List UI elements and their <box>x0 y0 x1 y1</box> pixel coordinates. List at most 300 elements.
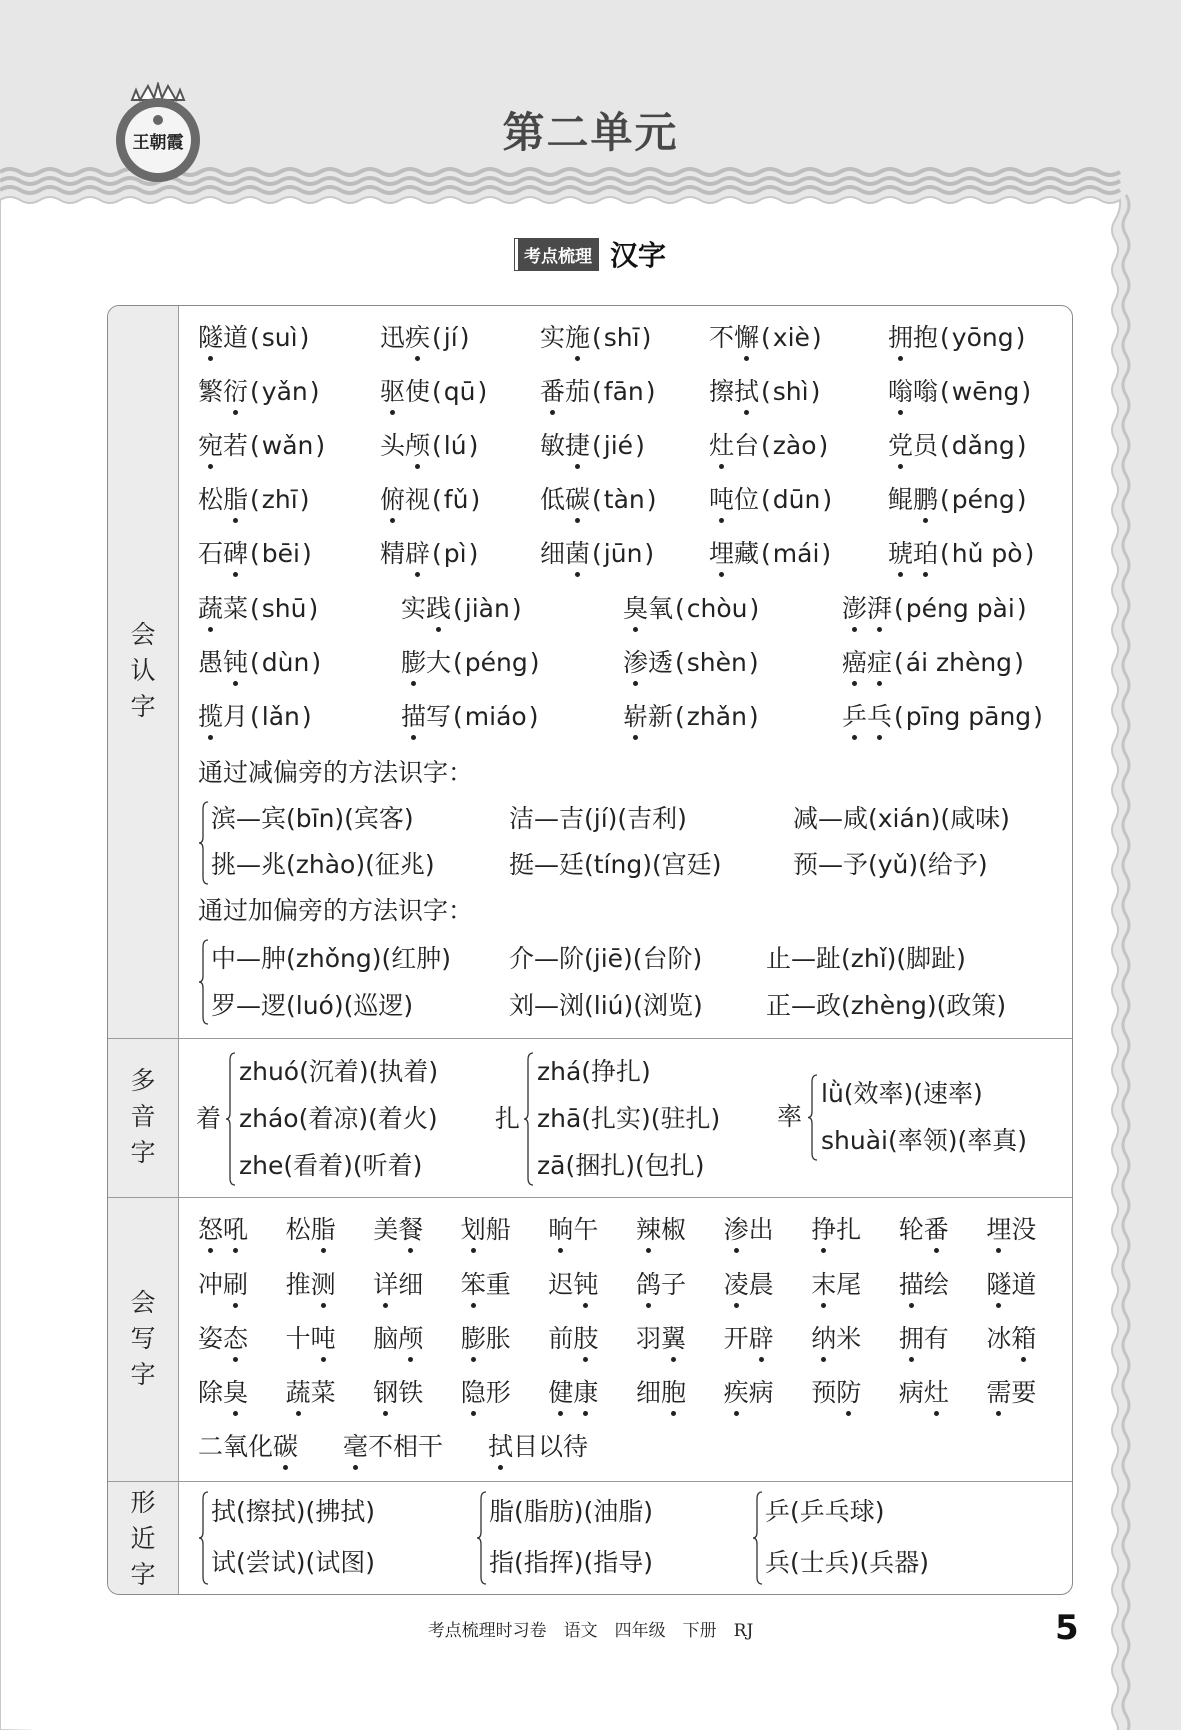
write-word <box>286 1269 336 1301</box>
emphasis-dot <box>734 1411 739 1416</box>
write-word <box>986 1269 1036 1301</box>
write-word <box>198 1377 248 1409</box>
word: 健康 <box>548 1378 599 1407</box>
word: 实践 <box>401 594 452 623</box>
emphasis-dot <box>633 681 638 686</box>
add-radical-title: 通过加偏旁的方法识字： <box>198 896 474 925</box>
emphasis-dot <box>415 356 420 361</box>
emphasis-dot <box>877 735 882 740</box>
word: 琥珀 <box>888 539 939 568</box>
word: 渗出 <box>723 1215 774 1244</box>
emphasis-dot <box>558 1248 563 1253</box>
word: 乒乓 <box>842 702 893 731</box>
unit-title: 第二单元 <box>502 108 679 157</box>
polyphonic-reading: zháo(着凉)(着火) <box>239 1104 438 1133</box>
section-label-char: 形 <box>130 1488 156 1517</box>
polyphonic-reading: zhe(看着)(听着) <box>239 1151 423 1180</box>
write-word <box>811 1269 861 1301</box>
write-word <box>548 1269 598 1301</box>
word: 冰箱 <box>986 1324 1037 1353</box>
recognize-word <box>842 647 1026 679</box>
recognize-word <box>888 484 1029 516</box>
recognize-word <box>198 538 314 570</box>
emphasis-dot <box>909 1303 914 1308</box>
pinyin: ( péng ) <box>451 648 542 677</box>
word: 详细 <box>373 1270 424 1299</box>
emphasis-dot <box>383 1303 388 1308</box>
polyphonic-reading: zhā(扎实)(驻扎) <box>537 1104 721 1133</box>
emphasis-dot <box>923 518 928 523</box>
polyphonic-char: 扎 <box>495 1104 521 1133</box>
write-idiom <box>198 1431 298 1463</box>
pinyin: ( fǔ ) <box>430 485 482 514</box>
add-radical-entry: 正—政(zhèng)(政策) <box>766 991 1007 1020</box>
section-label-char: 字 <box>130 1560 156 1589</box>
emphasis-dot <box>646 1248 651 1253</box>
write-word <box>548 1323 598 1355</box>
recognize-word <box>623 647 761 679</box>
emphasis-dot <box>233 1357 238 1362</box>
emphasis-dot <box>558 1411 563 1416</box>
similar-char-entry: 兵(士兵)(兵器) <box>765 1548 930 1577</box>
remove-radical-entry: 洁—吉(jí)(吉利) <box>509 804 687 833</box>
word: 钢铁 <box>373 1378 424 1407</box>
recognize-word <box>709 538 833 570</box>
word: 描绘 <box>898 1270 949 1299</box>
emphasis-dot <box>923 572 928 577</box>
word: 愚钝 <box>198 648 249 677</box>
recognize-word <box>198 701 314 733</box>
emphasis-dot <box>296 1411 301 1416</box>
emphasis-dot <box>208 1248 213 1253</box>
word: 宛若 <box>198 431 249 460</box>
emphasis-dot <box>408 1357 413 1362</box>
recognize-word <box>198 647 323 679</box>
word: 隐形 <box>460 1378 511 1407</box>
write-word <box>724 1214 774 1246</box>
emphasis-dot <box>383 1411 388 1416</box>
section-label-char: 字 <box>130 1360 156 1389</box>
recognize-word <box>380 322 471 354</box>
write-word <box>286 1377 336 1409</box>
emphasis-dot <box>408 1248 413 1253</box>
emphasis-dot <box>734 1303 739 1308</box>
emphasis-dot <box>934 1411 939 1416</box>
word: 崭新 <box>623 702 674 731</box>
emphasis-dot <box>471 1357 476 1362</box>
emphasis-dot <box>233 410 238 415</box>
word: 嗡嗡 <box>888 377 939 406</box>
emphasis-dot <box>415 572 420 577</box>
word: 石碑 <box>198 539 249 568</box>
word: 轮番 <box>898 1215 949 1244</box>
footer-text: 考点梳理时习卷 语文 四年级 下册 RJ <box>427 1621 754 1641</box>
word: 需要 <box>986 1378 1037 1407</box>
write-word <box>548 1214 598 1246</box>
remove-radical-entry: 挑—兆(zhào)(征兆) <box>211 850 435 879</box>
word: 实施 <box>540 323 591 352</box>
word: 末尾 <box>811 1270 862 1299</box>
word: 隧道 <box>986 1270 1037 1299</box>
pinyin: ( dǎng ) <box>938 431 1028 460</box>
emphasis-dot <box>1021 1357 1026 1362</box>
word: 迅疾 <box>380 323 431 352</box>
similar-char-entry: 乒(乒乓球) <box>765 1497 885 1526</box>
emphasis-dot <box>719 572 724 577</box>
recognize-word <box>401 701 540 733</box>
write-word <box>461 1269 511 1301</box>
write-word <box>811 1214 861 1246</box>
emphasis-dot <box>898 572 903 577</box>
polyphonic-reading: zā(捆扎)(包扎) <box>537 1151 705 1180</box>
pinyin: ( shī ) <box>590 323 653 352</box>
emphasis-dot <box>436 627 441 632</box>
section-label-char: 会 <box>130 1288 156 1317</box>
word: 病灶 <box>898 1378 949 1407</box>
word: 不懈 <box>709 323 760 352</box>
pinyin: ( chòu ) <box>673 594 761 623</box>
word: 膨大 <box>401 648 452 677</box>
pinyin: ( lǎn ) <box>248 702 314 731</box>
recognize-word <box>623 701 761 733</box>
brace <box>807 1074 819 1161</box>
word: 二氧化碳 <box>198 1432 299 1461</box>
emphasis-dot <box>575 464 580 469</box>
emphasis-dot <box>233 681 238 686</box>
add-radical-entry: 刘—浏(liú)(浏览) <box>509 991 703 1020</box>
word: 擦拭 <box>709 377 760 406</box>
write-word <box>724 1269 774 1301</box>
write-word <box>811 1323 861 1355</box>
brace <box>523 1052 535 1186</box>
emphasis-dot <box>898 464 903 469</box>
write-word <box>986 1377 1036 1409</box>
section-label-char: 多 <box>130 1066 156 1095</box>
section-divider <box>108 1481 1072 1482</box>
pinyin: ( shèn ) <box>673 648 761 677</box>
emphasis-dot <box>671 1357 676 1362</box>
recognize-word <box>888 430 1028 462</box>
pinyin: ( xiè ) <box>759 323 824 352</box>
pinyin: ( ái zhèng ) <box>892 648 1026 677</box>
emphasis-dot <box>909 1357 914 1362</box>
write-word <box>373 1269 423 1301</box>
recognize-word <box>842 701 1045 733</box>
emphasis-dot <box>852 681 857 686</box>
pinyin: ( wǎn ) <box>248 431 327 460</box>
emphasis-dot <box>633 735 638 740</box>
emphasis-dot <box>411 735 416 740</box>
emphasis-dot <box>996 1248 1001 1253</box>
emphasis-dot <box>821 1248 826 1253</box>
emphasis-dot <box>744 410 749 415</box>
pinyin: ( miáo ) <box>451 702 540 731</box>
recognize-word <box>380 376 489 408</box>
section-divider <box>108 1197 1072 1198</box>
emphasis-dot <box>719 464 724 469</box>
word: 除臭 <box>198 1378 249 1407</box>
section-divider <box>108 1038 1072 1039</box>
pinyin: ( pì ) <box>430 539 480 568</box>
word: 拭目以待 <box>488 1432 589 1461</box>
recognize-word <box>709 484 834 516</box>
write-word <box>899 1377 949 1409</box>
word: 纳米 <box>811 1324 862 1353</box>
emphasis-dot <box>390 410 395 415</box>
emphasis-dot <box>575 356 580 361</box>
word: 蔬菜 <box>285 1378 336 1407</box>
add-radical-entry: 介—阶(jiē)(台阶) <box>509 944 703 973</box>
write-word <box>636 1269 686 1301</box>
emphasis-dot <box>208 464 213 469</box>
write-word <box>636 1377 686 1409</box>
word: 头颅 <box>380 431 431 460</box>
emphasis-dot <box>471 1303 476 1308</box>
word: 开辟 <box>723 1324 774 1353</box>
pinyin: ( pīng pāng ) <box>892 702 1045 731</box>
word: 脑颅 <box>373 1324 424 1353</box>
emphasis-dot <box>233 572 238 577</box>
emphasis-dot <box>759 1357 764 1362</box>
emphasis-dot <box>996 1303 1001 1308</box>
word: 描写 <box>401 702 452 731</box>
recognize-word <box>198 593 320 625</box>
emphasis-dot <box>646 1303 651 1308</box>
emphasis-dot <box>415 464 420 469</box>
brace <box>198 1491 210 1585</box>
similar-char-entry: 试(尝试)(试图) <box>211 1548 376 1577</box>
word: 前肢 <box>548 1324 599 1353</box>
pinyin: ( shì ) <box>759 377 822 406</box>
pinyin: ( dūn ) <box>759 485 834 514</box>
word: 敏捷 <box>540 431 591 460</box>
word: 臭氧 <box>623 594 674 623</box>
write-word <box>198 1323 248 1355</box>
polyphonic-reading: shuài(率领)(率真) <box>821 1126 1027 1155</box>
word: 冲刷 <box>198 1270 249 1299</box>
word: 十吨 <box>285 1324 336 1353</box>
word: 膨胀 <box>460 1324 511 1353</box>
recognize-word <box>888 538 1036 570</box>
word: 笨重 <box>460 1270 511 1299</box>
pinyin: ( péng pài ) <box>892 594 1029 623</box>
recognize-word <box>623 593 761 625</box>
emphasis-dot <box>498 1465 503 1470</box>
write-word <box>198 1269 248 1301</box>
recognize-word <box>401 647 542 679</box>
emphasis-dot <box>744 356 749 361</box>
pinyin: ( yōng ) <box>938 323 1027 352</box>
word: 低碳 <box>540 485 591 514</box>
word: 党员 <box>888 431 939 460</box>
emphasis-dot <box>233 1248 238 1253</box>
write-word <box>461 1323 511 1355</box>
word: 迟钝 <box>548 1270 599 1299</box>
pinyin: ( tàn ) <box>590 485 659 514</box>
write-word <box>986 1214 1036 1246</box>
recognize-word <box>540 538 656 570</box>
emphasis-dot <box>233 1411 238 1416</box>
word: 姿态 <box>198 1324 249 1353</box>
pinyin: ( yǎn ) <box>248 377 322 406</box>
emphasis-dot <box>208 356 213 361</box>
write-word <box>548 1377 598 1409</box>
word: 鲲鹏 <box>888 485 939 514</box>
recognize-word <box>842 593 1029 625</box>
recognize-word <box>198 376 322 408</box>
section-label-char: 认 <box>130 656 156 685</box>
recognize-word <box>540 484 659 516</box>
word: 埋藏 <box>709 539 760 568</box>
emphasis-dot <box>471 1411 476 1416</box>
write-word <box>899 1269 949 1301</box>
pinyin: ( wēng ) <box>938 377 1033 406</box>
brace <box>198 939 210 1025</box>
emphasis-dot <box>471 1248 476 1253</box>
emphasis-dot <box>233 1303 238 1308</box>
write-idiom <box>343 1431 443 1463</box>
emphasis-dot <box>719 518 724 523</box>
recognize-word <box>198 484 311 516</box>
recognize-word <box>540 376 658 408</box>
similar-char-entry: 拭(擦拭)(拂拭) <box>211 1497 376 1526</box>
emphasis-dot <box>233 518 238 523</box>
write-word <box>899 1323 949 1355</box>
pinyin: ( jiàn ) <box>451 594 524 623</box>
word: 驱使 <box>380 377 431 406</box>
add-radical-entry: 中—肿(zhǒng)(红肿) <box>211 944 451 973</box>
similar-char-entry: 脂(脂肪)(油脂) <box>489 1497 654 1526</box>
word: 埋没 <box>986 1215 1037 1244</box>
word: 拥有 <box>898 1324 949 1353</box>
emphasis-dot <box>821 1357 826 1362</box>
pinyin: ( zào ) <box>759 431 830 460</box>
word: 渗透 <box>623 648 674 677</box>
write-word <box>373 1377 423 1409</box>
word: 澎湃 <box>842 594 893 623</box>
word: 松脂 <box>198 485 249 514</box>
svg-text:王朝霞: 王朝霞 <box>132 133 184 153</box>
word: 怒吼 <box>198 1215 249 1244</box>
write-word <box>373 1214 423 1246</box>
recognize-word <box>380 430 480 462</box>
emphasis-dot <box>321 1248 326 1253</box>
word: 美餐 <box>373 1215 424 1244</box>
section-tag: 考点梳理 <box>515 239 598 270</box>
write-word <box>286 1214 336 1246</box>
brace <box>225 1052 237 1186</box>
brace <box>752 1491 764 1585</box>
emphasis-dot <box>321 1357 326 1362</box>
write-word <box>724 1377 774 1409</box>
word: 疾病 <box>723 1378 774 1407</box>
emphasis-dot <box>353 1465 358 1470</box>
emphasis-dot <box>852 627 857 632</box>
recognize-word <box>540 322 653 354</box>
emphasis-dot <box>898 356 903 361</box>
section-label-char: 字 <box>130 1138 156 1167</box>
recognize-word <box>198 430 327 462</box>
write-word <box>461 1377 511 1409</box>
pinyin: ( jié ) <box>590 431 647 460</box>
remove-radical-entry: 减—咸(xián)(咸味) <box>793 804 1010 833</box>
polyphonic-char: 着 <box>196 1104 222 1133</box>
emphasis-dot <box>321 1303 326 1308</box>
add-radical-entry: 止—趾(zhǐ)(脚趾) <box>766 944 966 973</box>
section-heading <box>0 234 1181 274</box>
pinyin: ( shū ) <box>248 594 320 623</box>
remove-radical-entry: 预—予(yǔ)(给予) <box>793 850 988 879</box>
pinyin: ( suì ) <box>248 323 311 352</box>
similar-char-entry: 指(指挥)(指导) <box>489 1548 654 1577</box>
add-radical-entry: 罗—逻(luó)(巡逻) <box>211 991 414 1020</box>
polyphonic-char: 率 <box>777 1102 803 1131</box>
emphasis-dot <box>208 627 213 632</box>
word: 揽月 <box>198 702 249 731</box>
write-word <box>899 1214 949 1246</box>
label-column <box>108 306 179 1594</box>
emphasis-dot <box>575 518 580 523</box>
word: 推测 <box>285 1270 336 1299</box>
pinyin: ( lú ) <box>430 431 480 460</box>
write-word <box>636 1323 686 1355</box>
pinyin: ( mái ) <box>759 539 833 568</box>
word: 吨位 <box>709 485 760 514</box>
polyphonic-reading: zhuó(沉着)(执着) <box>239 1057 439 1086</box>
recognize-word <box>888 322 1027 354</box>
pinyin: ( jí ) <box>430 323 471 352</box>
pinyin: ( bēi ) <box>248 539 314 568</box>
word: 灶台 <box>709 431 760 460</box>
emphasis-dot <box>898 410 903 415</box>
emphasis-dot <box>671 1411 676 1416</box>
word: 细胞 <box>636 1378 687 1407</box>
pinyin: ( hǔ pò ) <box>938 539 1036 568</box>
emphasis-dot <box>821 1303 826 1308</box>
pinyin: ( péng ) <box>938 485 1029 514</box>
emphasis-dot <box>575 572 580 577</box>
emphasis-dot <box>411 681 416 686</box>
word: 晌午 <box>548 1215 599 1244</box>
write-word <box>724 1323 774 1355</box>
emphasis-dot <box>996 1411 1001 1416</box>
emphasis-dot <box>583 1303 588 1308</box>
word: 繁衍 <box>198 377 249 406</box>
recognize-word <box>709 430 830 462</box>
recognize-word <box>709 322 824 354</box>
word: 细菌 <box>540 539 591 568</box>
write-word <box>461 1214 511 1246</box>
emphasis-dot <box>390 518 395 523</box>
remove-radical-title: 通过减偏旁的方法识字： <box>198 758 474 787</box>
recognize-word <box>401 593 524 625</box>
emphasis-dot <box>734 1248 739 1253</box>
section-title: 汉字 <box>609 239 666 272</box>
pinyin: ( dùn ) <box>248 648 323 677</box>
remove-radical-entry: 滨—宾(bīn)(宾客) <box>211 804 414 833</box>
emphasis-dot <box>583 1357 588 1362</box>
recognize-word <box>709 376 822 408</box>
emphasis-dot <box>846 1411 851 1416</box>
emphasis-dot <box>877 627 882 632</box>
word: 俯视 <box>380 485 431 514</box>
word: 松脂 <box>285 1215 336 1244</box>
recognize-word <box>888 376 1033 408</box>
characters-table <box>107 305 1073 1595</box>
word: 凌晨 <box>723 1270 774 1299</box>
pinyin: ( fān ) <box>590 377 658 406</box>
emphasis-dot <box>583 1411 588 1416</box>
